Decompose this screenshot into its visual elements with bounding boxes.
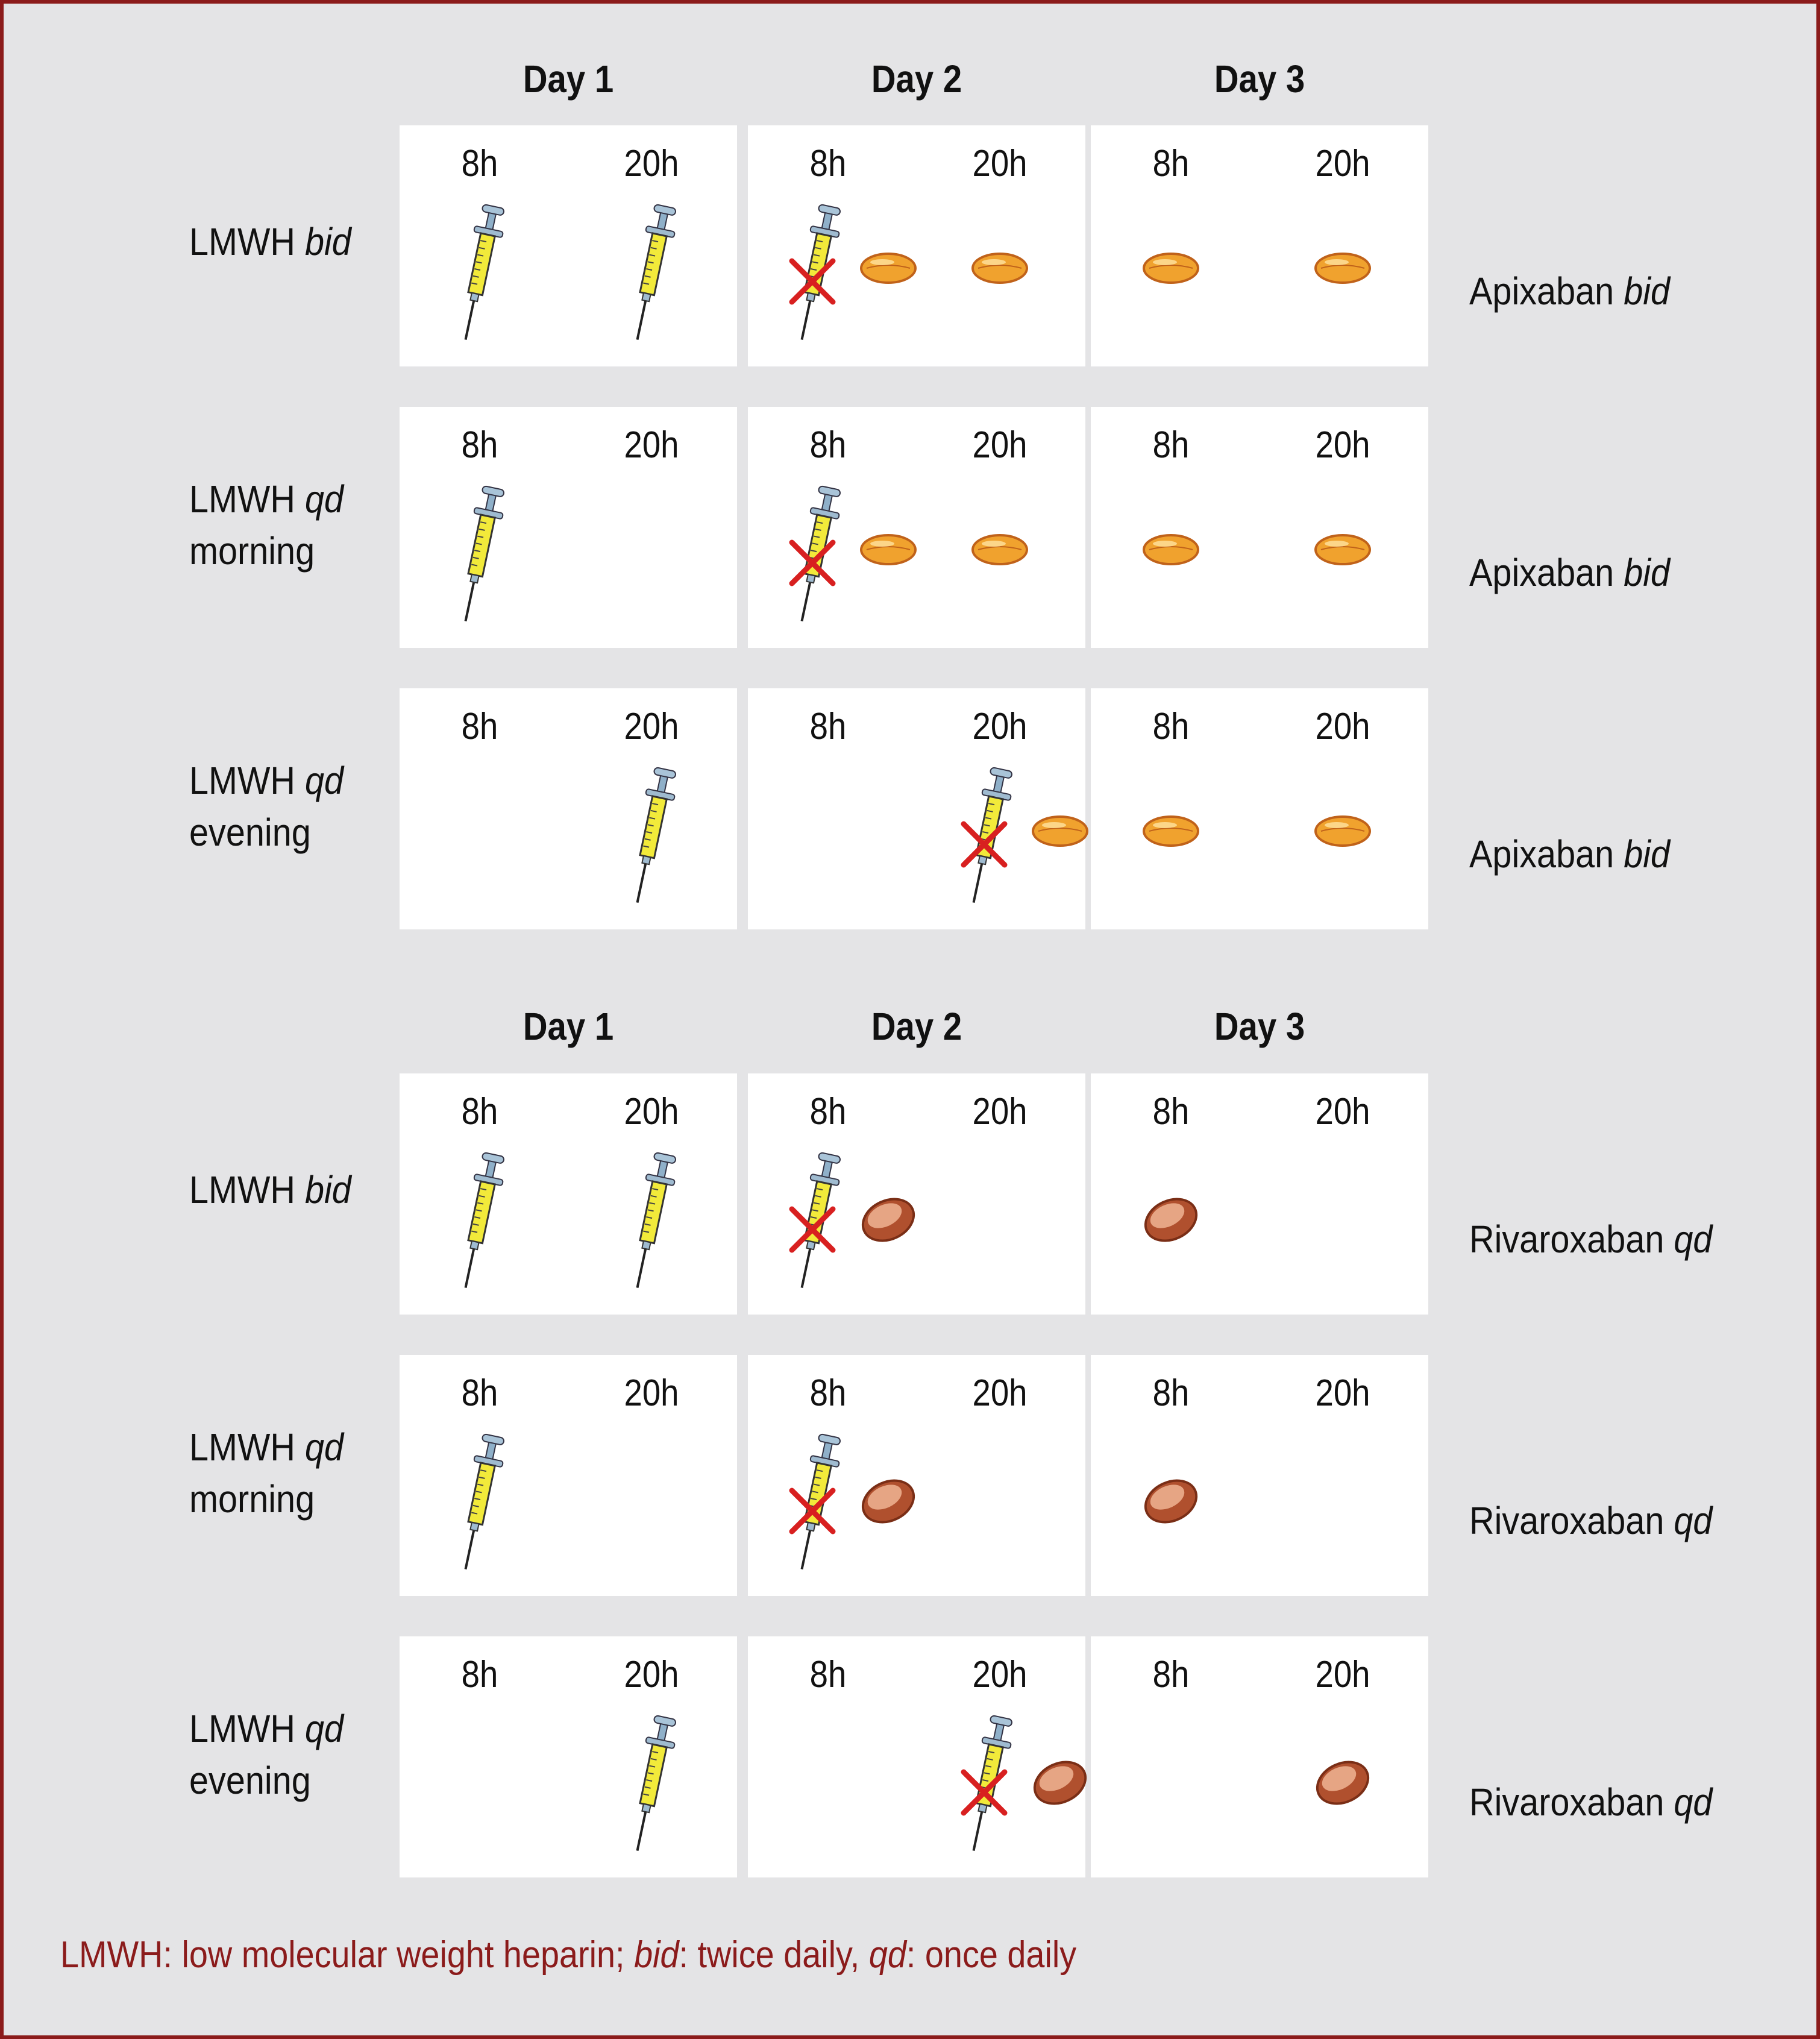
syringe-icon xyxy=(444,1433,516,1572)
time-label-20h: 20h xyxy=(972,1654,1028,1695)
time-label-8h: 8h xyxy=(1152,1654,1190,1695)
rivaroxaban-pill-icon xyxy=(858,1193,918,1247)
regimen-line xyxy=(189,473,344,525)
target-drug-label xyxy=(1469,1776,1712,1828)
target-drug-name: Rivaroxaban xyxy=(1469,1780,1665,1824)
crossed-syringe-icon xyxy=(780,485,852,624)
crossed-syringe-icon xyxy=(780,1433,852,1572)
apixaban-pill-icon xyxy=(970,532,1030,568)
regimen-line xyxy=(189,755,344,806)
apixaban-pill-icon xyxy=(1313,532,1373,568)
schedule-cell xyxy=(1091,1355,1428,1596)
apixaban-pill-icon xyxy=(1141,532,1201,568)
regimen-name: LMWH xyxy=(189,220,295,263)
crossed-syringe-icon xyxy=(780,204,852,342)
time-label-8h: 8h xyxy=(461,424,498,466)
footnote-part1: LMWH: low molecular weight heparin; xyxy=(60,1934,635,1976)
schedule-cell xyxy=(748,1355,1085,1596)
footnote-part3: : once daily xyxy=(906,1934,1077,1976)
time-label-20h: 20h xyxy=(624,1654,679,1695)
crossed-syringe-icon xyxy=(952,767,1024,905)
footnote-qd: qd xyxy=(868,1934,906,1976)
time-label-8h: 8h xyxy=(809,1091,847,1133)
syringe-icon xyxy=(615,767,688,905)
schedule-cell xyxy=(748,1636,1085,1877)
schedule-cell xyxy=(748,688,1085,929)
regimen-name: LMWH xyxy=(189,477,295,521)
regimen-name: LMWH xyxy=(189,1168,295,1211)
time-label-8h: 8h xyxy=(809,424,847,466)
regimen-frequency: qd xyxy=(304,759,344,802)
regimen-line xyxy=(189,1703,344,1755)
regimen-label xyxy=(189,473,344,577)
target-drug-name: Apixaban xyxy=(1469,832,1614,876)
regimen-label xyxy=(189,1421,344,1525)
time-label-20h: 20h xyxy=(1315,424,1370,466)
regimen-frequency: bid xyxy=(304,220,351,263)
regimen-name: LMWH xyxy=(189,1707,295,1750)
time-label-8h: 8h xyxy=(461,1372,498,1414)
regimen-label xyxy=(189,216,351,268)
rivaroxaban-pill-icon xyxy=(1141,1474,1201,1528)
schedule-cell xyxy=(1091,125,1428,366)
time-label-8h: 8h xyxy=(1152,424,1190,466)
target-drug-name: Rivaroxaban xyxy=(1469,1499,1665,1542)
time-label-20h: 20h xyxy=(972,143,1028,184)
time-label-8h: 8h xyxy=(809,706,847,747)
time-label-20h: 20h xyxy=(972,424,1028,466)
time-label-20h: 20h xyxy=(972,1372,1028,1414)
day-header: Day 3 xyxy=(1214,57,1305,101)
target-drug-frequency: bid xyxy=(1624,269,1671,313)
regimen-label xyxy=(189,755,344,858)
footnote-part2: : twice daily, xyxy=(679,1934,869,1976)
footnote-bid: bid xyxy=(634,1934,679,1976)
apixaban-pill-icon xyxy=(1313,250,1373,286)
day-header: Day 2 xyxy=(871,57,962,101)
time-label-8h: 8h xyxy=(1152,706,1190,747)
regimen-line xyxy=(189,1164,351,1216)
apixaban-pill-icon xyxy=(858,532,918,568)
time-label-20h: 20h xyxy=(1315,1091,1370,1133)
apixaban-pill-icon xyxy=(970,250,1030,286)
regimen-frequency: bid xyxy=(304,1168,351,1211)
time-label-20h: 20h xyxy=(1315,143,1370,184)
time-label-8h: 8h xyxy=(461,1654,498,1695)
time-label-8h: 8h xyxy=(1152,143,1190,184)
schedule-cell xyxy=(1091,1636,1428,1877)
time-label-20h: 20h xyxy=(624,706,679,747)
syringe-icon xyxy=(444,1152,516,1290)
target-drug-frequency: bid xyxy=(1624,832,1671,876)
syringe-icon xyxy=(444,204,516,342)
target-drug-name: Rivaroxaban xyxy=(1469,1217,1665,1261)
time-label-20h: 20h xyxy=(972,706,1028,747)
target-drug-frequency: qd xyxy=(1674,1499,1713,1542)
apixaban-pill-icon xyxy=(858,250,918,286)
target-drug-frequency: bid xyxy=(1624,551,1671,594)
regimen-frequency: qd xyxy=(304,477,344,521)
regimen-frequency: qd xyxy=(304,1707,344,1750)
regimen-frequency: qd xyxy=(304,1425,344,1469)
time-label-8h: 8h xyxy=(461,143,498,184)
day-header: Day 1 xyxy=(522,1005,614,1048)
time-label-8h: 8h xyxy=(1152,1372,1190,1414)
target-drug-label xyxy=(1469,828,1670,880)
day-header: Day 1 xyxy=(522,57,614,101)
apixaban-pill-icon xyxy=(1030,813,1090,849)
syringe-icon xyxy=(615,1152,688,1290)
crossed-syringe-icon xyxy=(952,1715,1024,1853)
schedule-cell xyxy=(400,1636,737,1877)
regimen-label xyxy=(189,1164,351,1216)
schedule-cell xyxy=(1091,1073,1428,1315)
schedule-cell xyxy=(748,125,1085,366)
target-drug-label xyxy=(1469,265,1670,317)
schedule-cell xyxy=(400,1355,737,1596)
time-label-20h: 20h xyxy=(1315,706,1370,747)
schedule-cell xyxy=(1091,407,1428,648)
rivaroxaban-pill-icon xyxy=(1313,1756,1373,1810)
day-header: Day 3 xyxy=(1214,1005,1305,1048)
syringe-icon xyxy=(615,1715,688,1853)
time-label-20h: 20h xyxy=(972,1091,1028,1133)
target-drug-name: Apixaban xyxy=(1469,269,1614,313)
regimen-line xyxy=(189,1421,344,1473)
syringe-icon xyxy=(444,485,516,624)
regimen-timing: evening xyxy=(189,811,311,854)
schedule-cell xyxy=(400,1073,737,1315)
schedule-cell xyxy=(400,125,737,366)
time-label-8h: 8h xyxy=(461,1091,498,1133)
time-label-8h: 8h xyxy=(461,706,498,747)
target-drug-label xyxy=(1469,1213,1712,1265)
apixaban-pill-icon xyxy=(1313,813,1373,849)
schedule-cell xyxy=(748,407,1085,648)
schedule-cell xyxy=(400,688,737,929)
target-drug-label xyxy=(1469,1495,1712,1547)
time-label-20h: 20h xyxy=(624,424,679,466)
regimen-name: LMWH xyxy=(189,1425,295,1469)
crossed-syringe-icon xyxy=(780,1152,852,1290)
time-label-8h: 8h xyxy=(809,1372,847,1414)
time-label-20h: 20h xyxy=(624,1091,679,1133)
rivaroxaban-pill-icon xyxy=(1141,1193,1201,1247)
time-label-20h: 20h xyxy=(624,1372,679,1414)
time-label-20h: 20h xyxy=(1315,1654,1370,1695)
regimen-timing: morning xyxy=(189,1477,315,1521)
rivaroxaban-pill-icon xyxy=(858,1474,918,1528)
regimen-label xyxy=(189,1703,344,1806)
time-label-8h: 8h xyxy=(809,143,847,184)
schedule-cell xyxy=(748,1073,1085,1315)
time-label-20h: 20h xyxy=(624,143,679,184)
target-drug-name: Apixaban xyxy=(1469,551,1614,594)
schedule-cell xyxy=(400,407,737,648)
target-drug-frequency: qd xyxy=(1674,1780,1713,1824)
target-drug-frequency: qd xyxy=(1674,1217,1713,1261)
time-label-8h: 8h xyxy=(1152,1091,1190,1133)
footnote xyxy=(60,1934,1076,1976)
time-label-8h: 8h xyxy=(809,1654,847,1695)
regimen-line xyxy=(189,216,351,268)
time-label-20h: 20h xyxy=(1315,1372,1370,1414)
schedule-cell xyxy=(1091,688,1428,929)
regimen-timing: morning xyxy=(189,529,315,573)
rivaroxaban-pill-icon xyxy=(1030,1756,1090,1810)
day-header: Day 2 xyxy=(871,1005,962,1048)
regimen-timing: evening xyxy=(189,1759,311,1802)
apixaban-pill-icon xyxy=(1141,250,1201,286)
apixaban-pill-icon xyxy=(1141,813,1201,849)
regimen-name: LMWH xyxy=(189,759,295,802)
target-drug-label xyxy=(1469,547,1670,599)
syringe-icon xyxy=(615,204,688,342)
